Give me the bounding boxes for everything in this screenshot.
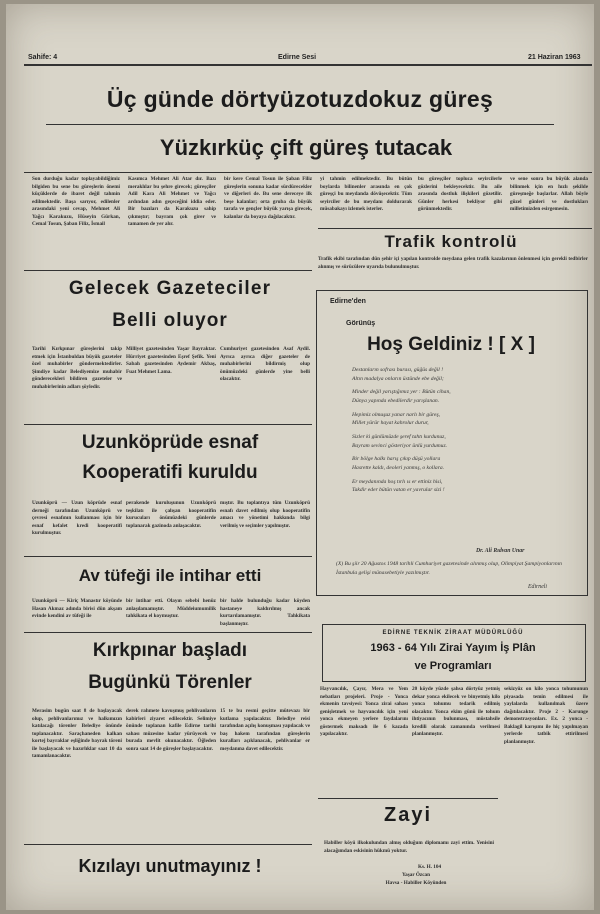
uzunkopru-headline: Uzunköprüde esnaf bbox=[81, 432, 259, 453]
tarim-subtitle: ve Programları bbox=[414, 660, 492, 672]
trafik-headline: Trafik kontrolü bbox=[384, 232, 518, 251]
gazeteciler-col-1: Tarihi Kırkpınar güreşlerini takip etmek için İstanbuldan büyük gazeteler özel muhabirler göndermektedirler. Şimdiye kadar Belediyemize muhabir gönderecekleri bildiren gazeteler ve muhabirlerinin adları şöyledir. bbox=[32, 346, 122, 390]
avtufegi-col-1: Uzunköprü — Kiriç Manastır köyünde Hasan Akmaz adında birisi dün akşam evinde kendini av tüfeği ile bbox=[32, 598, 122, 620]
main-subheadline: Yüzkırküç çift güreş tutacak bbox=[159, 135, 453, 160]
page-number: Sahife: 4 bbox=[28, 54, 58, 61]
gazeteciler-col-2: Milliyet gazetesinden Yaşar Bayraktar. Hürriyet gazetesinden Eşref Şefik. Yeni Sabah gazetesinden Aydemir Akbaş, Fuat Mehmet Lama. bbox=[126, 346, 216, 375]
hosgeldiniz-title: Hoş Geldiniz ! [ X ] bbox=[367, 334, 535, 355]
issue-date: 21 Haziran 1963 bbox=[528, 54, 581, 61]
zayi-place: Havsa - Habiller Köyünden bbox=[385, 880, 447, 886]
kirkpinar-col-1: Merasim bugün saat 8 de başlayacak olup, pehlivanlarımız ve halkımızın katılacağı törenler Belediye önünde toplanacaktır. Saraçhaneden kalkan kortej bayraklar eşliğinde bayrak töreni ile başlayacak ve hazırlıklar saat 10 da tamamlanacaktır. bbox=[32, 708, 122, 760]
hosgeldiniz-from: Edirne'den bbox=[330, 298, 366, 305]
zayi-number: Ks. H. 104 bbox=[418, 864, 442, 870]
main-article-col-6: ve sene sonra bu büyük alanda bilinmek için en hızlı şekilde güreşmeğe başlarlar. Allah böyle güzel günleri ve dostlukları milletimizden esirgemesin. bbox=[510, 176, 588, 213]
kizilay-headline: Kızılayı unutmayınız ! bbox=[78, 856, 262, 876]
section-rule bbox=[24, 844, 312, 845]
trafik-article: Trafik ekibi tarafından dün şehir içi yapılan kontrolde meydana gelen trafik kazalarının önlenmesi için gerekli tedbirler alınmış ve sürücülere uyarıda bulunulmuştur. bbox=[318, 256, 588, 270]
uzunkopru-col-3: mıştır. Bu toplantıya tüm Uzunköprü esnafı davet edilmiş olup kooperatifin amacı ve yönetimi hakkında bilgi verilmiş ve seçimler yapılmıştır. bbox=[220, 500, 310, 529]
poem-line: Bir bölge halkı harış çıkıp düşü yollara bbox=[352, 456, 441, 463]
tarim-title: 1963 - 64 Yılı Zirai Yayım İş Plân bbox=[370, 642, 536, 654]
tarim-org: EDİRNE TEKNİK ZİRAAT MÜDÜRLÜĞÜ bbox=[382, 630, 524, 636]
gazeteciler-headline: Gelecek Gazeteciler bbox=[68, 278, 272, 299]
main-article-col-4: yi tahmin edilmektedir. Bu bütün boylarda bilinenler arasında en çok güreşçi bu meydanda dövüşecektir. Tüm seyirciler de bu meydanı doldurarak müsabakayı izlemek isterler. bbox=[320, 176, 412, 213]
poem-source: Edirneli bbox=[528, 584, 547, 590]
gazeteciler-col-3: Cumhuriyet gazetesinden Asaf Aydil. Ayrıca ayrıca diğer gazeteler de muhabirlerini bildirmiş olup önümüzdeki günlerde yine belli olacaktır. bbox=[220, 346, 310, 383]
tarim-col-3: sekizyüz on kilo yonca tohumunun piyasada temin edilmesi ile yaylalarda kullanılmak üzere dağıtılacaktır. Proje 2 - Karunge demonstrasyonları. Ex. 2 yonca - Baklagil karışımı ile hiç yapılmayan yerlerde tatbik ettirilmesi planlanmıştır. bbox=[504, 686, 588, 745]
poem-signature: Dr. Ali Rıdvan Unar bbox=[476, 548, 525, 554]
poem-line: Minder değil yarıştığımız yer : Bütün cihan, bbox=[352, 389, 451, 396]
avtufegi-col-3: bir halde bulunduğu kadar köyden hastaneye kaldırılmış ancak kurtarılamamıştır. Tahkikata başlanmıştır. bbox=[220, 598, 310, 627]
zayi-headline: Zayi bbox=[383, 804, 433, 826]
zayi-name: Yaşar Özcan bbox=[401, 872, 430, 878]
main-article-col-5: bu güreşçiler topluca seyircilerle gözlerini bekleyecektir. Bu aile arasında dostluk ilişkileri gözetilir. Günler herkesi bekliyor gibi görünmektedir. bbox=[418, 176, 502, 213]
avtufegi-headline: Av tüfeği ile intihar etti bbox=[78, 566, 262, 585]
main-article-col-2: Kasımca Mehmet Ali Atar dır. Bazı meraklılar bu şehre girecek; güreşçiler Adil Kara Ali Mehmet ve Yağcı ardından adın geçeceğini iddia eder. Bir bazıları da Karakuzu sahip çıkmıştır; bayram çok girer ve tamamen de yer alır. bbox=[128, 176, 216, 228]
main-article-col-3: bir kere Cemal Tosun ile Şaban Filiz güreşlerin sonuna kadar sürdürecekler ve diğerleri de. Bu sene dereceye ilk beşe kalanlar; orta gruba da büyük tarafa ve gençler büyük yarışa girecek, kalanlar da boyaya dağılacaktır. bbox=[224, 176, 312, 220]
section-rule bbox=[24, 270, 312, 271]
uzunkopru-subheadline: Kooperatifi kuruldu bbox=[82, 462, 258, 483]
poem-line: Takdir eder bütün vatan er yavrular sizi ! bbox=[352, 487, 445, 494]
poem-line: Dünya yapında ebedilerdir yarışlanan. bbox=[352, 397, 440, 404]
kirkpinar-col-2: derek rahmete kavuşmuş pehlivanların kabirleri ziyaret edilecektir. Selimiye önünde toplanan kafile Edirne tarihi sahası müzesine kadar yürüyecek ve burada mevlit okunacaktır. Öğleden sonra saat 14 de güreşler başlayacaktır. bbox=[126, 708, 216, 752]
avtufegi-col-2: bir intihar etti. Olayın sebebi henüz anlaşılamamıştır. Müddeiumumilik tahkikata el koymuştur. bbox=[126, 598, 216, 620]
hosgeldiniz-poem bbox=[352, 366, 582, 495]
paper-name: Edirne Sesi bbox=[278, 54, 317, 61]
poem-line: Er meydanında hoş tırlı ıs er ettiniz hisi, bbox=[352, 478, 443, 485]
section-rule bbox=[24, 424, 312, 425]
kirkpinar-col-3: 15 te bu resmi geçitte mütevazı bir kutlama yapılacaktır. Belediye reisi tarafından açılış konuşması yapılacak ve baş hakem tarafından güreşlerin kuralları açıklanacak, pehlivanlar er meydanına davet edilecektir. bbox=[220, 708, 310, 752]
trafik-top-rule bbox=[318, 228, 592, 229]
section-rule bbox=[24, 632, 312, 633]
poem-line: Bayram sevinci gösteriyor ünlü yurdumuz. bbox=[352, 442, 448, 449]
kirkpinar-subheadline: Bugünkü Törenler bbox=[88, 672, 252, 693]
poem-footnote: (X) Bu şiir 20 Ağustos 1948 tarihli Cumhuriyet gazetesinde alınmış olup, Olimpiyat Şampiyonlarının İstanbula gelişi münasebetiyle yazılmıştır. bbox=[336, 561, 562, 576]
section-rule bbox=[24, 556, 312, 557]
subheadline-rule bbox=[24, 172, 592, 173]
uzunkopru-col-1: Uzunköprü — Uzun köprüde esnaf derneği tarafından Uzunköprü ve çevresi esnafının kullanması için bir esnaf kefalet kredi kooperatifi kurulmuştur. bbox=[32, 500, 122, 537]
poem-line: Destanların sofrası burası, güğüs değil ! bbox=[352, 367, 444, 373]
kirkpinar-headline: Kırkpınar başladı bbox=[92, 640, 248, 661]
zayi-text: Habiller köyü ilkokulundan almış olduğum diplomamı zayi ettim. Yenisini alacağımdan eskisinin hükmü yoktur. bbox=[324, 840, 494, 854]
poem-line: Millet yürür hayat kahrolur durur, bbox=[352, 420, 429, 427]
newspaper-page bbox=[6, 4, 594, 910]
poem-line: Hepimiz olmuşuz yanar narlı bir güreş, bbox=[352, 411, 441, 418]
gazeteciler-subheadline: Belli oluyor bbox=[112, 310, 228, 331]
tarim-col-1: Hayvancılık, Çayır, Mera ve Yem nebatları projeleri. Proje - Yonca ekmenin tavsiyesi: Yonca zirai sahası genişletmek ve hayvancılık için yeni yonca ekmeyen yerlere faydalarını göstermek maksadı ile 6 kazada yapılacaktır. bbox=[320, 686, 408, 738]
poem-line: Altın madalya onların üstünde ebe değil; bbox=[352, 375, 444, 382]
tarim-col-2: 20 köyde yüzde şahsa dörtyüz yetmiş dekar yonca ekilecek ve binyetmiş kilo yonca tohumu tedarik edilmiş olacaktır. Yonca ekim günü ile tohum ihtiyacının bulunması, müstahsile kredili olarak zamanında verilmesi planlanmıştır. bbox=[412, 686, 500, 738]
poem-line: Sizler ki günlümüzde şeref tahtı kurdunuz, bbox=[352, 433, 446, 440]
masthead-rule bbox=[24, 64, 592, 66]
main-article-col-1: Son durduğu kadar toplayabildiğimiz bilgiden bu sene bu güreşlerin önemi küçüklerde de ibaret değil tahmin edilmektedir. Başa sarıyor, edilenler arasındaki yeni cevap, Mehmet Ali Yağcı Karakuzu, Hüseyin Gürkan, Cemal Tosun, Şaban Filiz, İsmail bbox=[32, 176, 120, 228]
headline-rule bbox=[46, 124, 554, 125]
main-headline: Üç günde dörtyüzotuzdokuz güreş bbox=[106, 86, 494, 112]
uzunkopru-col-2: perakende kuruluşunun Uzunköprü teşkilatı ile çalışan kooperatifin kurucuları önümüzdeki günlerde toplanarak gazinoda anlaşacaktır. bbox=[126, 500, 216, 529]
hosgeldiniz-kicker: Görünüş bbox=[346, 320, 376, 327]
poem-line: Hasrette kaldı, deoleri yanmış, o kollara. bbox=[352, 464, 445, 471]
zayi-top-rule bbox=[318, 798, 498, 799]
